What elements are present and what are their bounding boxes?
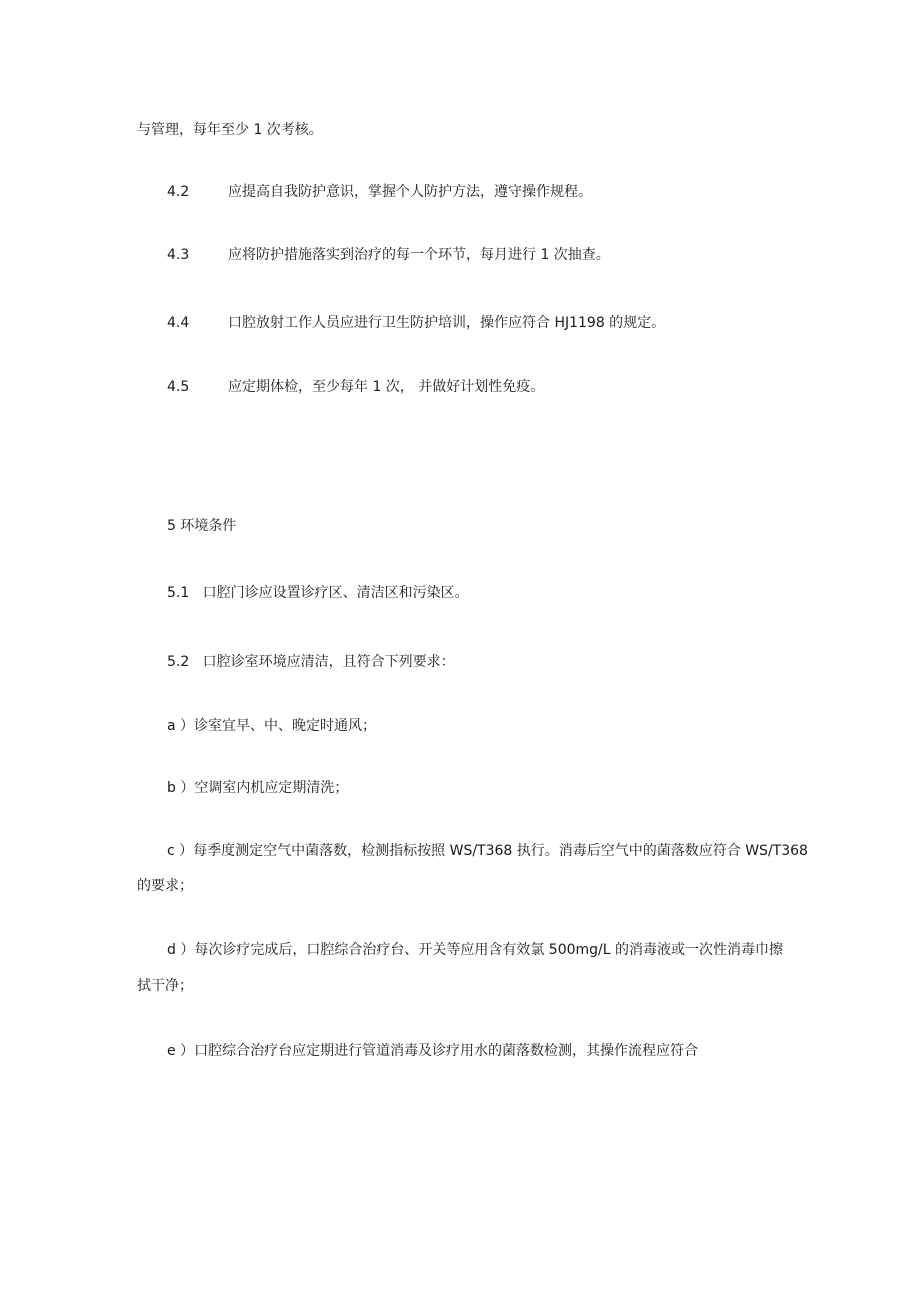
clause-number-4-4: 4.4 [167,315,190,331]
section-heading-5: 5 环境条件 [167,518,237,534]
clause-text-4-5: 应定期体检，至少每年 1 次， 并做好计划性免疫。 [228,379,545,395]
clause-5-1: 5.1 口腔门诊应设置诊疗区、清洁区和污染区。 [167,585,469,601]
clause-number-4-5: 4.5 [167,379,190,395]
clause-number-4-3: 4.3 [167,247,190,263]
list-item-c-line2: 的要求； [137,878,193,894]
clause-text-4-3: 应将防护措施落实到治疗的每一个环节，每月进行 1 次抽查。 [228,247,610,263]
paragraph-continuation: 与管理，每年至少 1 次考核。 [137,122,323,138]
list-item-c-line1: c ）每季度测定空气中菌落数，检测指标按照 WS/T368 执行。消毒后空气中的菌落数应符合 WS/T368 [167,843,808,859]
clause-text-4-4: 口腔放射工作人员应进行卫生防护培训，操作应符合 HJ1198 的规定。 [228,315,666,331]
list-item-a: a ）诊室宜早、中、晚定时通风； [167,718,377,734]
clause-text-4-2: 应提高自我防护意识，掌握个人防护方法，遵守操作规程。 [228,184,592,200]
list-item-d-line1: d ）每次诊疗完成后，口腔综合治疗台、开关等应用含有效氯 500mg/L 的消毒液或一次性消毒巾擦 [167,942,783,958]
list-item-e-line1: e ）口腔综合治疗台应定期进行管道消毒及诊疗用水的菌落数检测，其操作流程应符合 [167,1043,699,1059]
list-item-d-line2: 拭干净； [137,978,193,994]
list-item-b: b ）空调室内机应定期清洗； [167,780,349,796]
clause-number-4-2: 4.2 [167,184,190,200]
clause-5-2: 5.2 口腔诊室环境应清洁，且符合下列要求： [167,654,455,670]
